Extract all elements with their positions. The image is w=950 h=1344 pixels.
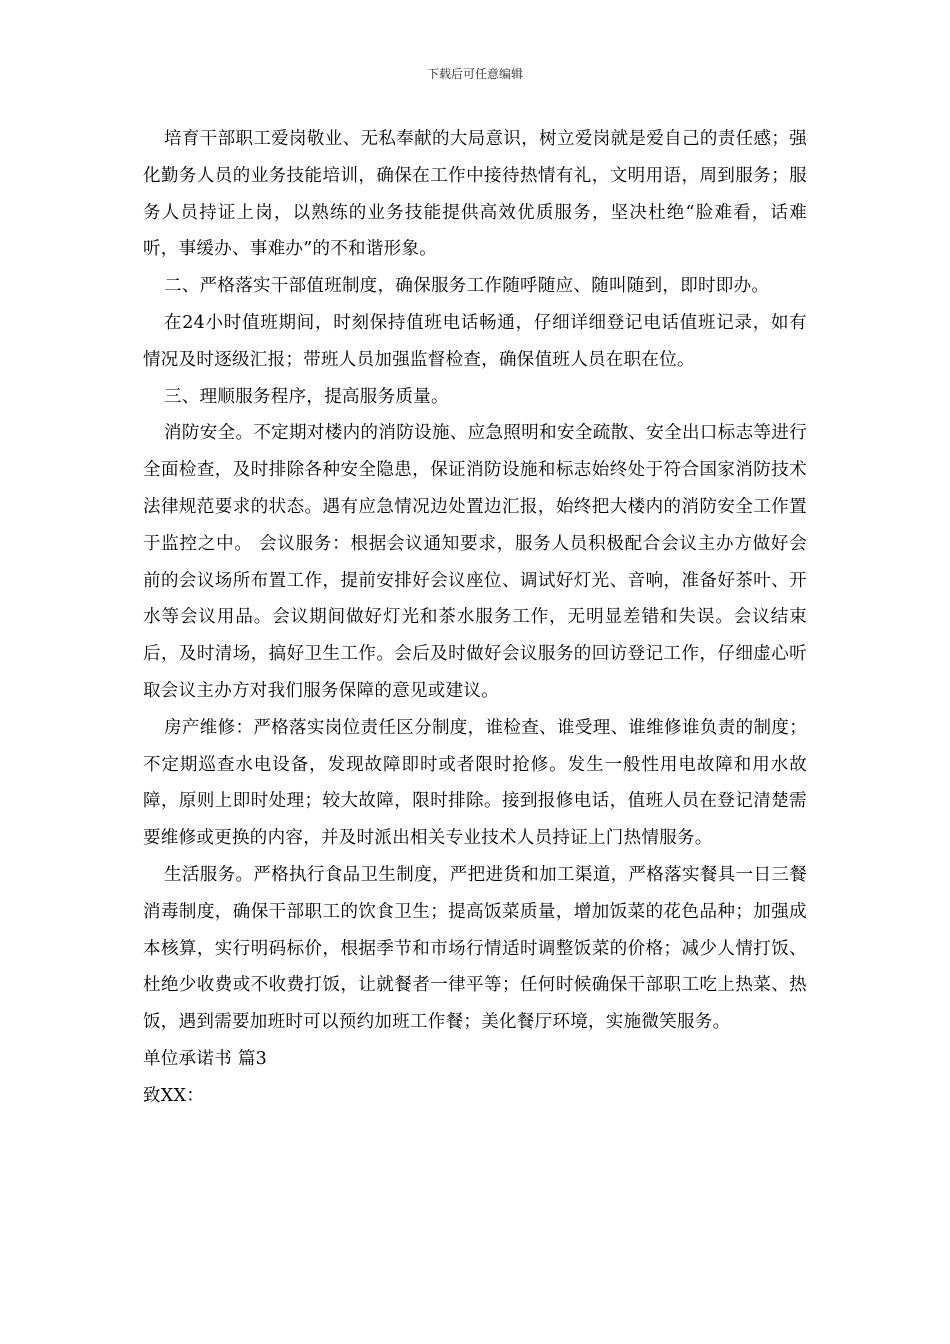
header-note: 下载后可任意编辑 (426, 67, 523, 81)
paragraph-property-repair: 房产维修：严格落实岗位责任区分制度，谁检查、谁受理、谁维修谁负责的制度；不定期巡查水电设备，发现故障即时或者限时抢修。发生一般性用电故障和用水故障，原则上即时处理；较大故障，限时排除。接到报修电话，值班人员在登记清楚需要维修或更换的内容，并及时派出相关专业技术人员持证上门热情服务。 (143, 717, 807, 849)
salutation: 致XX： (143, 1085, 205, 1106)
paragraph-service-awareness: 培育干部职工爱岗敬业、无私奉献的大局意识，树立爱岗就是爱自己的责任感；强化勤务人员的业务技能培训，确保在工作中接待热情有礼，文明用语，周到服务；服务人员持证上岗，以熟练的业务技能提供高效优质服务，坚决杜绝“脸难看，话难听，事缓办、事难办”的不和谐形象。 (143, 129, 807, 260)
paragraph-fire-safety-meeting: 消防安全。不定期对楼内的消防设施、应急照明和安全疏散、安全出口标志等进行全面检查，及时排除各种安全隐患，保证消防设施和标志始终处于符合国家消防技术法律规范要求的状态。遇有应急情况边处置边汇报，始终把大楼内的消防安全工作置于监控之中。 会议服务：根据会议通知要求，服务人员积极配合会议主办方做好会前的会议场所布置工作，提前安排好会议座位、调试好灯光、音响，准备好茶叶、开水等会议用品。会议期间做好灯光和茶水服务工作，无明显差错和失误。会议结束后，及时清场，搞好卫生工作。会后及时做好会议服务的回访登记工作，仔细虚心听取会议主办方对我们服务保障的意见或建议。 (143, 423, 807, 701)
document-body (143, 121, 807, 1115)
paragraph-duty-hours: 在24小时值班期间，时刻保持值班电话畅通，仔细详细登记电话值班记录，如有情况及时逐级汇报；带班人员加强监督检查，确保值班人员在职在位。 (143, 312, 807, 370)
heading-duty-system: 二、严格落实干部值班制度，确保服务工作随呼随应、随叫随到，即时即办。 (164, 276, 770, 297)
paragraph-life-service: 生活服务。严格执行食品卫生制度，严把进货和加工渠道，严格落实餐具一日三餐消毒制度，确保干部职工的饮食卫生；提高饭菜质量，增加饭菜的花色品种；加强成本核算，实行明码标价，根据季节和市场行情适时调整饭菜的价格；减少人情打饭、杜绝少收费或不收费打饭，让就餐者一律平等；任何时候确保干部职工吃上热菜、热饭，遇到需要加班时可以预约加班工作餐；美化餐厅环境，实施微笑服务。 (143, 864, 807, 1033)
section-title: 单位承诺书 篇3 (143, 1048, 268, 1069)
heading-service-procedure: 三、理顺服务程序，提高服务质量。 (164, 386, 449, 407)
